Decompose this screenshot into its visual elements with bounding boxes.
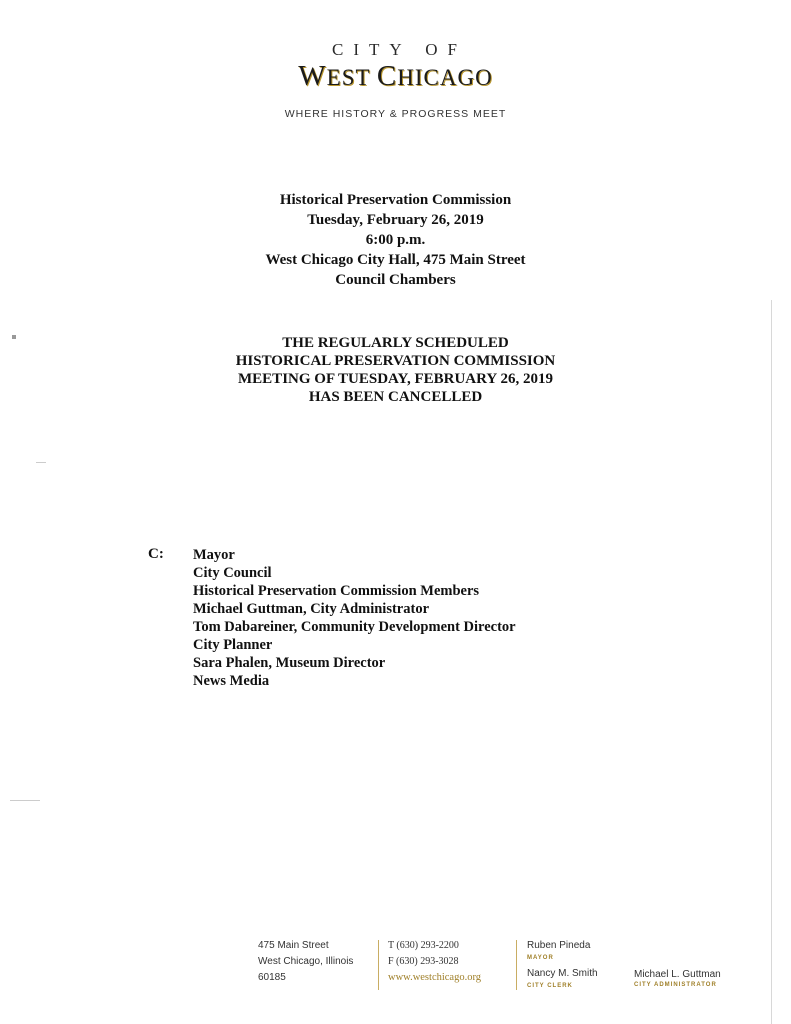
mayor-name: Ruben Pineda: [527, 940, 591, 951]
cc-recipient: Mayor: [193, 547, 235, 563]
logo-letter-c: C: [376, 60, 398, 92]
notice-line-1: THE REGULARLY SCHEDULED: [282, 335, 509, 351]
clerk-role: CITY CLERK: [527, 983, 573, 989]
meeting-location: West Chicago City Hall, 475 Main Street: [265, 252, 526, 268]
meeting-room: Council Chambers: [335, 272, 456, 288]
cc-recipient: Historical Preservation Commission Members: [193, 583, 480, 599]
logo-letter-w: W: [298, 60, 327, 92]
address-zip: 60185: [258, 972, 286, 983]
cc-recipient: Tom Dabareiner, Community Development Director: [193, 619, 516, 635]
notice-line-2: HISTORICAL PRESERVATION COMMISSION: [235, 353, 556, 369]
cancellation-notice: [0, 334, 791, 406]
scan-speck: [10, 800, 40, 801]
cc-recipient: News Media: [193, 673, 270, 689]
meeting-time: 6:00 p.m.: [365, 232, 426, 248]
footer-divider: [378, 940, 379, 990]
commission-name: Historical Preservation Commission: [279, 192, 512, 208]
notice-line-3: MEETING OF TUESDAY, FEBRUARY 26, 2019: [238, 371, 553, 387]
logo-city-of: CITY OF: [331, 40, 467, 59]
logo-city-name: [0, 60, 791, 94]
tagline: WHERE HISTORY & PROGRESS MEET: [284, 108, 507, 120]
address-street: 475 Main Street: [258, 940, 329, 951]
address-city: West Chicago, Illinois: [258, 956, 354, 967]
letterhead: [0, 40, 791, 120]
cc-label: C:: [148, 546, 164, 562]
phone-number: T (630) 293-2200: [388, 940, 459, 951]
footer-divider: [516, 940, 517, 990]
logo-letters-est: EST: [326, 65, 377, 90]
administrator-name: Michael L. Guttman: [634, 969, 721, 980]
cc-recipient: Sara Phalen, Museum Director: [193, 655, 386, 671]
scan-speck: [12, 335, 16, 339]
meeting-date: Tuesday, February 26, 2019: [307, 212, 484, 228]
scan-speck: [36, 462, 46, 463]
footer-address: [258, 938, 353, 986]
administrator-role: CITY ADMINISTRATOR: [634, 982, 717, 988]
clerk-name: Nancy M. Smith: [527, 968, 598, 979]
cc-recipient: Michael Guttman, City Administrator: [193, 601, 430, 617]
footer-contact: [388, 938, 481, 986]
notice-line-4: HAS BEEN CANCELLED: [308, 389, 483, 405]
scan-edge-line: [771, 300, 772, 1024]
website-link[interactable]: www.westchicago.org: [388, 972, 482, 983]
cc-recipient: City Council: [193, 565, 272, 581]
meeting-info: [0, 190, 791, 290]
cc-recipient-list: [193, 546, 516, 690]
mayor-role: MAYOR: [527, 955, 554, 961]
footer-administrator: [634, 969, 721, 989]
fax-number: F (630) 293-3028: [388, 956, 459, 967]
footer-officials: [527, 938, 598, 990]
logo-letters-hicago: HICAGO: [397, 65, 493, 90]
cc-recipient: City Planner: [193, 637, 273, 653]
